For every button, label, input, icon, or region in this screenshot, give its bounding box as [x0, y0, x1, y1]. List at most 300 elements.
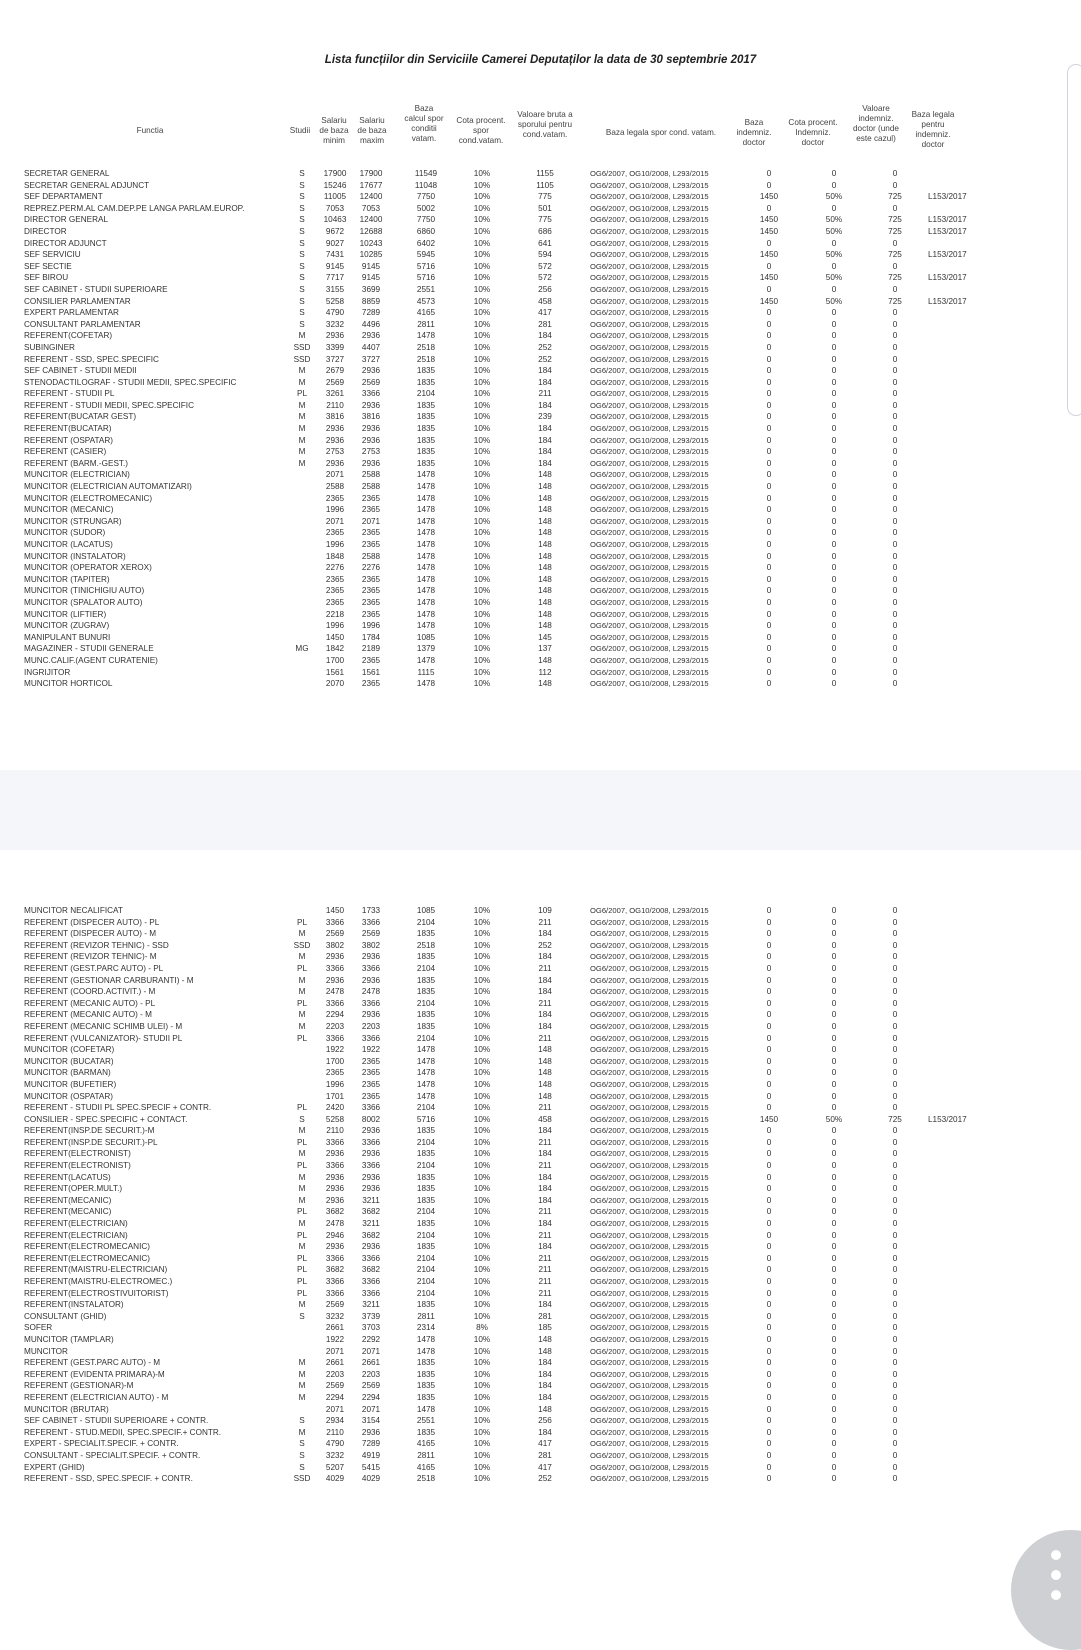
cell-studii: M	[298, 1149, 306, 1159]
cell-valoare-indemniz: 0	[892, 482, 898, 492]
table-row	[0, 1427, 1081, 1439]
cell-cota-indemniz: 0	[831, 1230, 837, 1240]
document-page-1	[0, 0, 1081, 770]
cell-salariu-minim: 1700	[325, 1056, 345, 1066]
cell-valoare-bruta: 211	[538, 963, 552, 973]
cell-salariu-minim: 4029	[325, 1474, 345, 1484]
cell-functia: REFERENT(INSTALATOR)	[24, 1300, 124, 1310]
cell-cota-indemniz: 0	[831, 906, 837, 915]
cell-cota-spor: 10%	[473, 952, 491, 962]
cell-salariu-minim: 1450	[325, 906, 345, 915]
cell-salariu-maxim: 3703	[361, 1323, 381, 1333]
table-row	[0, 1009, 1081, 1021]
cell-baza-indemniz: 0	[766, 1230, 772, 1240]
cell-valoare-indemniz: 0	[892, 917, 898, 927]
cell-functia: REFERENT(MECANIC)	[24, 1207, 112, 1217]
cell-functia: REPREZ.PERM.AL CAM.DEP.PE LANGA PARLAM.EUROP.	[24, 203, 245, 213]
cell-valoare-bruta: 148	[538, 516, 552, 526]
cell-salariu-minim: 2218	[325, 609, 345, 619]
cell-salariu-maxim: 3366	[361, 1161, 381, 1171]
cell-baza-legala: OG6/2007, OG10/2008, L293/2015	[590, 975, 709, 985]
cell-valoare-bruta: 148	[538, 655, 552, 665]
cell-cota-spor: 10%	[473, 574, 491, 584]
table-row	[0, 342, 1081, 354]
cell-baza-legala: OG6/2007, OG10/2008, L293/2015	[590, 424, 709, 434]
cell-valoare-bruta: 184	[538, 1392, 552, 1402]
cell-cota-indemniz: 0	[831, 284, 837, 294]
cell-cota-spor: 10%	[473, 597, 491, 607]
cell-salariu-minim: 3232	[325, 319, 345, 329]
cell-valoare-bruta: 145	[538, 632, 552, 642]
cell-baza-calcul: 1835	[416, 1021, 436, 1031]
cell-cota-spor: 10%	[473, 1242, 491, 1252]
cell-cota-indemniz: 0	[831, 203, 837, 213]
cell-salariu-maxim: 3366	[361, 1103, 381, 1113]
cell-studii: M	[298, 1392, 306, 1402]
cell-baza-legala: OG6/2007, OG10/2008, L293/2015	[590, 1253, 709, 1263]
cell-cota-indemniz: 0	[831, 1219, 837, 1229]
cell-valoare-bruta: 148	[538, 540, 552, 549]
cell-valoare-indemniz: 0	[892, 574, 898, 584]
cell-cota-indemniz: 0	[831, 621, 837, 631]
cell-salariu-minim: 10463	[323, 215, 347, 225]
cell-cota-indemniz: 0	[831, 180, 837, 190]
cell-salariu-minim: 5207	[325, 1462, 345, 1472]
cell-studii: PL	[296, 1161, 307, 1171]
cell-baza-legala: OG6/2007, OG10/2008, L293/2015	[590, 906, 709, 915]
cell-valoare-indemniz: 725	[888, 273, 902, 283]
cell-baza-legala: OG6/2007, OG10/2008, L293/2015	[590, 458, 709, 468]
cell-valoare-bruta: 211	[538, 1277, 552, 1286]
cell-baza-calcul: 2551	[416, 284, 436, 294]
cell-valoare-bruta: 137	[538, 644, 552, 654]
cell-baza-calcul: 1478	[416, 540, 436, 549]
cell-salariu-minim: 2110	[326, 1427, 344, 1437]
cell-studii: S	[299, 308, 305, 318]
cell-cota-indemniz: 50%	[825, 296, 843, 306]
cell-cota-indemniz: 0	[831, 632, 837, 642]
cell-functia: MANIPULANT BUNURI	[24, 632, 111, 642]
cell-baza-indemniz: 0	[766, 331, 772, 341]
cell-valoare-bruta: 775	[538, 215, 552, 225]
cell-functia: MUNCITOR HORTICOL	[24, 679, 113, 689]
cell-salariu-minim: 1848	[325, 551, 345, 561]
side-scroll-handle[interactable]	[1067, 64, 1081, 416]
cell-salariu-minim: 2365	[325, 528, 345, 538]
header-baza-calcul: Baza calcul spor conditii vatam.	[404, 104, 444, 143]
cell-cota-spor: 10%	[473, 1033, 491, 1043]
cell-studii: M	[298, 412, 306, 422]
cell-salariu-minim: 2070	[325, 679, 345, 689]
cell-baza-calcul: 2104	[416, 1230, 436, 1240]
cell-studii: MG	[295, 644, 309, 654]
cell-baza-indemniz: 0	[766, 998, 772, 1008]
cell-cota-indemniz: 0	[831, 1161, 837, 1171]
cell-salariu-maxim: 3366	[361, 917, 381, 927]
cell-valoare-bruta: 148	[538, 597, 552, 607]
table-row	[0, 354, 1081, 366]
cell-baza-calcul: 1478	[416, 574, 436, 584]
cell-studii: S	[299, 226, 305, 236]
cell-valoare-indemniz: 0	[892, 1033, 898, 1043]
table-row	[0, 1125, 1081, 1137]
cell-valoare-indemniz: 0	[892, 1439, 898, 1449]
table-row	[0, 203, 1081, 215]
header-baza-indemniz: Baza indemniz. doctor	[736, 118, 772, 147]
cell-functia: REFERENT(INSP.DE SECURIT.)-PL	[24, 1137, 158, 1147]
cell-studii: M	[298, 1172, 306, 1182]
cell-cota-spor: 10%	[473, 180, 491, 190]
cell-cota-spor: 10%	[473, 1219, 491, 1229]
cell-cota-indemniz: 50%	[825, 192, 843, 202]
cell-functia: MAGAZINER - STUDII GENERALE	[24, 644, 154, 654]
cell-baza-indemniz: 0	[766, 1381, 772, 1391]
cell-salariu-minim: 2569	[325, 377, 345, 387]
table-row	[0, 493, 1081, 505]
cell-salariu-maxim: 2365	[361, 540, 381, 549]
cell-valoare-bruta: 184	[538, 377, 552, 387]
cell-valoare-bruta: 184	[538, 1021, 552, 1031]
cell-functia: REFERENT(ELECTROMECANIC)	[24, 1253, 151, 1263]
cell-studii: S	[299, 273, 305, 283]
cell-baza-legala: OG6/2007, OG10/2008, L293/2015	[590, 609, 709, 619]
cell-functia: MUNCITOR (ELECTRICIAN)	[24, 470, 130, 480]
cell-baza-legala: OG6/2007, OG10/2008, L293/2015	[590, 1033, 709, 1043]
document-title: Lista funcțiilor din Serviciile Camerei Deputaților la data de 30 septembrie 2017	[324, 54, 757, 66]
cell-baza-legala: OG6/2007, OG10/2008, L293/2015	[590, 998, 709, 1008]
cell-baza-indemniz: 0	[766, 1288, 772, 1298]
cell-baza-indemniz: 1450	[759, 1114, 779, 1124]
cell-valoare-bruta: 148	[538, 563, 552, 573]
cell-cota-spor: 10%	[473, 1381, 491, 1391]
cell-baza-legala: OG6/2007, OG10/2008, L293/2015	[590, 1450, 709, 1460]
cell-baza-calcul: 2104	[416, 963, 436, 973]
cell-cota-indemniz: 0	[831, 1184, 837, 1194]
cell-baza-indemniz: 0	[766, 1045, 772, 1055]
cell-valoare-indemniz: 0	[892, 1474, 898, 1484]
cell-baza-indemniz: 0	[766, 917, 772, 927]
cell-baza-legala-doctor: L153/2017	[928, 296, 967, 306]
table-row	[0, 655, 1081, 667]
cell-baza-indemniz: 0	[766, 424, 772, 434]
cell-studii: M	[298, 377, 306, 387]
cell-salariu-maxim: 12688	[359, 226, 383, 236]
table-row	[0, 238, 1081, 250]
cell-baza-legala: OG6/2007, OG10/2008, L293/2015	[590, 1404, 709, 1414]
table-row	[0, 249, 1081, 261]
table-row	[0, 1322, 1081, 1334]
cell-valoare-bruta: 148	[538, 1091, 552, 1101]
cell-baza-calcul: 1835	[416, 424, 436, 434]
cell-studii: M	[298, 1381, 306, 1391]
cell-baza-calcul: 1835	[416, 1219, 436, 1229]
cell-baza-legala-doctor: L153/2017	[928, 250, 967, 260]
cell-salariu-maxim: 2753	[361, 447, 381, 457]
cell-valoare-indemniz: 0	[892, 342, 898, 352]
cell-cota-spor: 10%	[473, 447, 491, 457]
cell-studii: PL	[296, 1230, 307, 1240]
cell-valoare-indemniz: 0	[892, 400, 898, 410]
cell-cota-spor: 10%	[473, 1010, 491, 1020]
cell-salariu-maxim: 4029	[361, 1474, 381, 1484]
cell-baza-indemniz: 0	[766, 1103, 772, 1113]
cell-functia: SEF BIROU	[24, 273, 69, 283]
cell-studii: M	[298, 1219, 306, 1229]
cell-functia: CONSULTANT - SPECIALIT.SPECIF. + CONTR.	[24, 1450, 201, 1460]
cell-baza-calcul: 1835	[416, 377, 436, 387]
cell-valoare-bruta: 184	[538, 1184, 552, 1194]
cell-salariu-maxim: 3366	[361, 1288, 381, 1298]
cell-baza-legala: OG6/2007, OG10/2008, L293/2015	[590, 952, 709, 962]
cell-salariu-minim: 2934	[325, 1416, 345, 1426]
cell-studii: M	[298, 1010, 306, 1020]
cell-valoare-indemniz: 0	[892, 597, 898, 607]
cell-cota-spor: 10%	[473, 203, 491, 213]
cell-cota-indemniz: 0	[831, 952, 837, 962]
cell-cota-spor: 10%	[473, 296, 491, 306]
cell-cota-indemniz: 0	[831, 1300, 837, 1310]
cell-valoare-indemniz: 0	[892, 609, 898, 619]
cell-baza-indemniz: 0	[766, 516, 772, 526]
cell-cota-indemniz: 0	[831, 1056, 837, 1066]
cell-cota-indemniz: 0	[831, 1346, 837, 1356]
cell-baza-indemniz: 0	[766, 1323, 772, 1333]
cell-valoare-bruta: 239	[538, 412, 552, 422]
cell-salariu-maxim: 2661	[361, 1358, 381, 1368]
cell-functia: SEF CABINET - STUDII SUPERIOARE	[24, 284, 168, 294]
cell-salariu-maxim: 17677	[359, 180, 383, 190]
cell-functia: REFERENT (CASIER)	[24, 447, 107, 457]
cell-baza-indemniz: 0	[766, 952, 772, 962]
cell-baza-legala: OG6/2007, OG10/2008, L293/2015	[590, 1103, 709, 1113]
cell-studii: M	[298, 1195, 306, 1205]
cell-studii: M	[298, 424, 306, 434]
cell-cota-indemniz: 0	[831, 1033, 837, 1043]
cell-salariu-maxim: 10243	[359, 238, 383, 248]
cell-baza-calcul: 1835	[416, 1358, 436, 1368]
cell-baza-indemniz: 1450	[759, 215, 779, 225]
table-row	[0, 917, 1081, 929]
cell-cota-indemniz: 0	[831, 1323, 837, 1333]
cell-studii: S	[299, 238, 305, 248]
cell-baza-calcul: 1835	[416, 975, 436, 985]
cell-valoare-indemniz: 0	[892, 424, 898, 434]
table-row	[0, 574, 1081, 586]
cell-valoare-bruta: 184	[538, 435, 552, 445]
cell-cota-spor: 10%	[473, 632, 491, 642]
cell-functia: MUNCITOR (LACATUS)	[24, 540, 113, 549]
cell-baza-legala: OG6/2007, OG10/2008, L293/2015	[590, 987, 709, 997]
cell-baza-indemniz: 0	[766, 458, 772, 468]
cell-cota-spor: 10%	[473, 1474, 491, 1484]
cell-valoare-indemniz: 0	[892, 1450, 898, 1460]
cell-baza-indemniz: 0	[766, 366, 772, 376]
cell-functia: REFERENT (BARM.-GEST.)	[24, 458, 129, 468]
cell-salariu-minim: 1922	[325, 1045, 345, 1055]
cell-cota-spor: 10%	[473, 377, 491, 387]
cell-baza-indemniz: 0	[766, 308, 772, 318]
cell-functia: MUNCITOR (INSTALATOR)	[24, 551, 126, 561]
cell-baza-legala-doctor: L153/2017	[928, 215, 967, 225]
cell-baza-indemniz: 1450	[759, 273, 779, 283]
cell-valoare-indemniz: 0	[892, 540, 898, 549]
cell-functia: EXPERT (GHID)	[24, 1462, 85, 1472]
cell-cota-spor: 10%	[473, 940, 491, 950]
cell-functia: REFERENT(ELECTROSTIVUITORIST)	[24, 1288, 169, 1298]
cell-studii: PL	[296, 1033, 307, 1043]
cell-valoare-indemniz: 0	[892, 1392, 898, 1402]
cell-baza-legala: OG6/2007, OG10/2008, L293/2015	[590, 1288, 709, 1298]
cell-salariu-minim: 9672	[325, 226, 345, 236]
cell-functia: MUNCITOR (OSPATAR)	[24, 1091, 113, 1101]
cell-baza-indemniz: 0	[766, 975, 772, 985]
cell-baza-calcul: 1478	[416, 655, 436, 665]
cell-valoare-bruta: 184	[538, 424, 552, 434]
table-row	[0, 928, 1081, 940]
cell-baza-indemniz: 0	[766, 1300, 772, 1310]
table-row	[0, 1079, 1081, 1091]
cell-salariu-maxim: 2588	[361, 482, 381, 492]
cell-cota-indemniz: 0	[831, 929, 837, 939]
cell-salariu-minim: 2936	[325, 1195, 345, 1205]
cell-valoare-indemniz: 0	[892, 1277, 898, 1286]
cell-baza-indemniz: 0	[766, 1161, 772, 1171]
cell-valoare-bruta: 148	[538, 621, 552, 631]
cell-functia: REFERENT (MECANIC AUTO) - PL	[24, 998, 156, 1008]
cell-baza-calcul: 2104	[416, 1207, 436, 1217]
cell-baza-legala: OG6/2007, OG10/2008, L293/2015	[590, 540, 709, 549]
cell-valoare-bruta: 184	[538, 929, 552, 939]
cell-valoare-indemniz: 0	[892, 493, 898, 503]
table-row	[0, 319, 1081, 331]
cell-cota-indemniz: 0	[831, 493, 837, 503]
cell-cota-indemniz: 50%	[825, 1114, 843, 1124]
cell-salariu-minim: 1996	[325, 505, 345, 515]
cell-salariu-maxim: 2936	[361, 975, 381, 985]
cell-baza-calcul: 1835	[416, 400, 436, 410]
cell-baza-legala: OG6/2007, OG10/2008, L293/2015	[590, 1091, 709, 1101]
cell-salariu-minim: 3232	[325, 1311, 345, 1321]
header-salariu-minim: Salariu de baza minim	[319, 116, 349, 145]
cell-salariu-maxim: 2936	[361, 1172, 381, 1182]
cell-baza-calcul: 1478	[416, 482, 436, 492]
cell-salariu-maxim: 2588	[361, 470, 381, 480]
cell-baza-legala: OG6/2007, OG10/2008, L293/2015	[590, 597, 709, 607]
cell-baza-legala: OG6/2007, OG10/2008, L293/2015	[590, 412, 709, 422]
header-cota-spor: Cota procent. spor cond.vatam.	[456, 116, 506, 145]
cell-functia: EXPERT - SPECIALIT.SPECIF. + CONTR.	[24, 1439, 179, 1449]
cell-baza-calcul: 6860	[416, 226, 436, 236]
cell-salariu-maxim: 2365	[361, 655, 381, 665]
cell-cota-indemniz: 0	[831, 1010, 837, 1020]
cell-salariu-minim: 5258	[325, 296, 345, 306]
cell-salariu-minim: 2365	[325, 574, 345, 584]
cell-valoare-bruta: 184	[538, 1219, 552, 1229]
cell-valoare-indemniz: 0	[892, 1172, 898, 1182]
cell-valoare-bruta: 184	[538, 400, 552, 410]
cell-salariu-minim: 2569	[325, 1300, 345, 1310]
table-row	[0, 963, 1081, 975]
cell-baza-indemniz: 0	[766, 377, 772, 387]
cell-cota-spor: 10%	[473, 929, 491, 939]
cell-valoare-bruta: 148	[538, 551, 552, 561]
table-row	[0, 458, 1081, 470]
cell-baza-legala: OG6/2007, OG10/2008, L293/2015	[590, 284, 709, 294]
cell-valoare-indemniz: 725	[888, 215, 902, 225]
table-row	[0, 1473, 1081, 1485]
cell-valoare-bruta: 1155	[536, 169, 554, 178]
cell-cota-spor: 10%	[473, 586, 491, 596]
cell-cota-indemniz: 0	[831, 516, 837, 526]
cell-salariu-maxim: 2936	[361, 1184, 381, 1194]
cell-valoare-bruta: 148	[538, 1404, 552, 1414]
cell-baza-calcul: 1835	[416, 1149, 436, 1159]
cell-baza-calcul: 2811	[417, 1450, 435, 1460]
cell-functia: REFERENT - STUDII PL	[24, 389, 115, 399]
cell-valoare-indemniz: 0	[892, 655, 898, 665]
cell-salariu-minim: 2276	[325, 563, 345, 573]
cell-valoare-bruta: 211	[538, 389, 552, 399]
cell-salariu-minim: 3682	[325, 1265, 345, 1275]
cell-salariu-maxim: 2365	[361, 1091, 381, 1101]
cell-baza-calcul: 2104	[416, 1277, 436, 1286]
cell-baza-legala: OG6/2007, OG10/2008, L293/2015	[590, 644, 709, 654]
cell-valoare-bruta: 211	[538, 1207, 552, 1217]
cell-baza-calcul: 1835	[416, 1427, 436, 1437]
table-row	[0, 446, 1081, 458]
cell-cota-indemniz: 0	[831, 435, 837, 445]
cell-salariu-maxim: 4496	[361, 319, 381, 329]
table-row	[0, 1102, 1081, 1114]
cell-cota-indemniz: 0	[831, 331, 837, 341]
cell-cota-indemniz: 0	[831, 987, 837, 997]
cell-cota-spor: 10%	[473, 215, 491, 225]
cell-functia: MUNCITOR (SPALATOR AUTO)	[24, 597, 143, 607]
cell-baza-legala: OG6/2007, OG10/2008, L293/2015	[590, 1323, 709, 1333]
cell-valoare-bruta: 112	[538, 667, 552, 677]
cell-salariu-maxim: 2936	[361, 424, 381, 434]
cell-cota-indemniz: 0	[831, 261, 837, 271]
cell-salariu-maxim: 2365	[361, 574, 381, 584]
cell-baza-legala: OG6/2007, OG10/2008, L293/2015	[590, 940, 709, 950]
cell-studii: PL	[296, 389, 307, 399]
cell-salariu-minim: 1842	[325, 644, 345, 654]
cell-baza-calcul: 1835	[416, 1195, 436, 1205]
cell-studii: SSD	[293, 342, 311, 352]
cell-baza-indemniz: 0	[766, 1068, 772, 1078]
cell-cota-spor: 10%	[473, 528, 491, 538]
cell-cota-indemniz: 0	[831, 917, 837, 927]
cell-baza-indemniz: 0	[766, 1358, 772, 1368]
cell-valoare-bruta: 458	[538, 296, 552, 306]
cell-valoare-bruta: 252	[538, 940, 552, 950]
cell-baza-legala: OG6/2007, OG10/2008, L293/2015	[590, 273, 709, 283]
cell-salariu-maxim: 2365	[361, 493, 381, 503]
cell-salariu-maxim: 2936	[361, 1010, 381, 1020]
cell-valoare-indemniz: 0	[892, 238, 898, 248]
cell-valoare-bruta: 148	[538, 679, 552, 689]
cell-valoare-bruta: 184	[538, 1242, 552, 1252]
cell-cota-spor: 10%	[473, 1172, 491, 1182]
cell-cota-spor: 10%	[473, 435, 491, 445]
cell-baza-legala: OG6/2007, OG10/2008, L293/2015	[590, 1265, 709, 1275]
cell-valoare-indemniz: 0	[892, 1079, 898, 1089]
cell-baza-calcul: 4165	[416, 1462, 436, 1472]
cell-salariu-maxim: 1561	[361, 667, 381, 677]
cell-salariu-minim: 2936	[325, 458, 345, 468]
cell-valoare-bruta: 211	[538, 1033, 552, 1043]
cell-baza-calcul: 1478	[416, 609, 436, 619]
